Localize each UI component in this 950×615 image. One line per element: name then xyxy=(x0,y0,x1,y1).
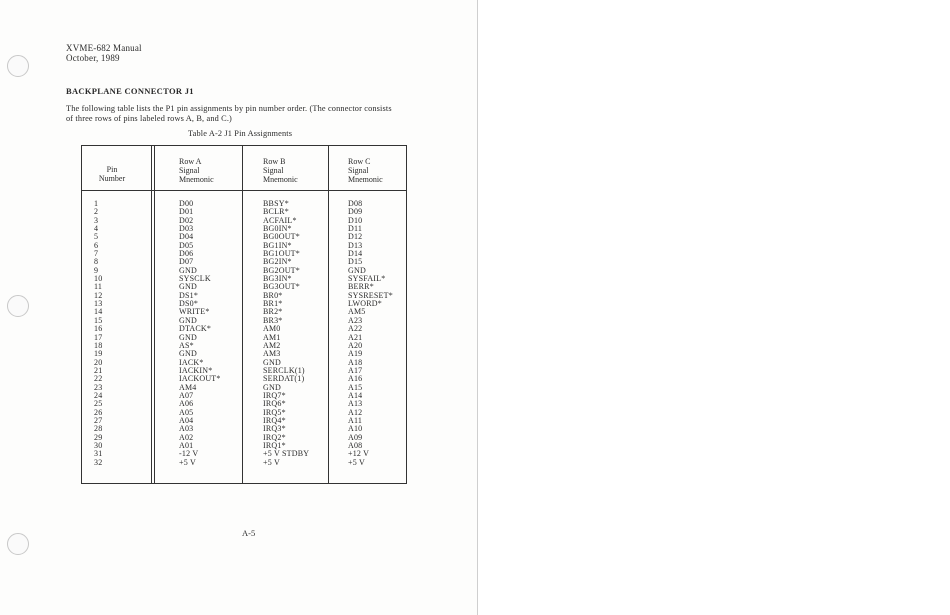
page-number: A-5 xyxy=(242,528,256,538)
row-c-signal-cell: GND xyxy=(348,265,366,275)
row-a-signal-cell: -12 V xyxy=(179,449,199,459)
pin-number-cell: 24 xyxy=(94,390,103,400)
row-b-signal-cell: BG0IN* xyxy=(263,224,292,234)
row-b-signal-cell: AM3 xyxy=(263,349,281,359)
header-pin xyxy=(92,165,132,183)
header-text: Number xyxy=(98,174,126,183)
pin-number-cell: 20 xyxy=(94,357,103,367)
pin-number-cell: 28 xyxy=(94,424,103,434)
header-text: Signal xyxy=(348,166,369,175)
row-a-signal-cell: D06 xyxy=(179,249,194,259)
pin-number-cell: 3 xyxy=(94,215,99,225)
pin-number-cell: 32 xyxy=(94,457,103,467)
row-b-signal-cell: +5 V STDBY xyxy=(263,449,310,459)
pin-assignment-table xyxy=(81,145,407,484)
pin-number-cell: 12 xyxy=(94,290,103,300)
row-a-signal-cell: D00 xyxy=(179,199,194,208)
row-b-signal-cell: IRQ6* xyxy=(263,399,286,409)
pin-number-cell: 21 xyxy=(94,365,103,375)
row-b-signal-cell: IRQ5* xyxy=(263,407,286,417)
row-c-signal-cell: BERR* xyxy=(348,282,374,292)
row-b-signal-cell: BCLR* xyxy=(263,207,289,217)
row-b-signal-cell: BG1IN* xyxy=(263,240,292,250)
row-c-signal-cell: SYSRESET* xyxy=(348,290,393,300)
pin-number-cell: 19 xyxy=(94,349,103,359)
row-c-signal-cell: +12 V xyxy=(348,449,370,459)
row-c-signal-cell: D10 xyxy=(348,215,363,225)
pin-number-cell: 18 xyxy=(94,340,103,350)
row-a-signal-cell: IACKOUT* xyxy=(179,374,221,384)
row-a-signal-cell: A04 xyxy=(179,415,194,425)
row-c-signal-cell: A19 xyxy=(348,349,363,359)
row-a-signal-cell: A02 xyxy=(179,432,194,442)
row-b-signal-cell: BG0OUT* xyxy=(263,232,300,242)
row-c-signal-cell: D13 xyxy=(348,240,363,250)
row-a-signal-cell: GND xyxy=(179,349,197,359)
row-a-signal-cell: AM4 xyxy=(179,382,197,392)
document-date: October, 1989 xyxy=(66,53,120,63)
row-c-signal-cell: A20 xyxy=(348,340,363,350)
row-c-signal-cell: A11 xyxy=(348,415,363,425)
row-b-signal-cell: +5 V xyxy=(263,457,280,467)
row-a-signal-cell: D04 xyxy=(179,232,194,242)
header-text: Pin xyxy=(106,165,118,174)
row-a-signal-cell: A05 xyxy=(179,407,194,417)
row-b-signal-cell: BG2IN* xyxy=(263,257,292,267)
row-a-signal-cell: WRITE* xyxy=(179,307,210,317)
row-a-signal-cell: D07 xyxy=(179,257,194,267)
pin-number-cell: 6 xyxy=(94,240,99,250)
row-b-signal-cell: BG1OUT* xyxy=(263,249,300,259)
row-c-signal-cell: A18 xyxy=(348,357,363,367)
pin-number-cell: 17 xyxy=(94,332,103,342)
row-b-signal-cell: BG3IN* xyxy=(263,274,292,284)
pin-number-column xyxy=(94,200,102,467)
row-c-signal-cell: A13 xyxy=(348,399,363,409)
row-c-signal-cell: D08 xyxy=(348,199,363,208)
header-text: Signal xyxy=(263,166,284,175)
header-text: Row C xyxy=(348,157,371,166)
row-a-signal-cell: GND xyxy=(179,282,197,292)
column-divider xyxy=(328,146,329,483)
pin-number-cell: 14 xyxy=(94,307,103,317)
pin-number-cell: 15 xyxy=(94,315,103,325)
row-c-signal-cell: AM5 xyxy=(348,307,366,317)
row-c-signal-cell: A23 xyxy=(348,315,363,325)
pin-number-cell: 31 xyxy=(94,449,103,459)
row-a-signal-cell: +5 V xyxy=(179,457,196,467)
binder-hole-top xyxy=(7,55,29,77)
pin-number-cell: 8 xyxy=(94,257,99,267)
row-c-signal-cell: +5 V xyxy=(348,457,365,467)
row-a-signal-cell: D03 xyxy=(179,224,194,234)
pin-number-cell: 7 xyxy=(94,249,99,259)
table-caption: Table A-2 J1 Pin Assignments xyxy=(188,129,293,138)
row-b-signal-cell: ACFAIL* xyxy=(263,215,297,225)
header-text: Row A xyxy=(179,157,202,166)
row-b-signal-cell: SERCLK(1) xyxy=(263,365,305,375)
row-a-signal-cell: GND xyxy=(179,265,197,275)
pin-number-cell: 22 xyxy=(94,374,103,384)
row-b-signal-cell: GND xyxy=(263,357,281,367)
row-b-signal-cell: AM0 xyxy=(263,324,281,334)
row-a-signal-cell: D01 xyxy=(179,207,194,217)
row-c-signal-cell: D09 xyxy=(348,207,363,217)
row-c-signal-cell: SYSFAIL* xyxy=(348,274,386,284)
row-b-signal-cell: BR1* xyxy=(263,299,283,309)
header-row-b xyxy=(263,157,298,184)
column-divider xyxy=(154,146,155,483)
intro-paragraph xyxy=(66,104,441,123)
header-text: Mnemonic xyxy=(263,175,298,184)
row-a-signal-cell: A01 xyxy=(179,440,194,450)
row-c-column xyxy=(348,200,393,467)
row-a-signal-cell: DS0* xyxy=(179,299,199,309)
row-b-signal-cell: BR3* xyxy=(263,315,283,325)
row-b-signal-cell: GND xyxy=(263,382,281,392)
pin-number-cell: 27 xyxy=(94,415,103,425)
row-c-signal-cell: A21 xyxy=(348,332,363,342)
row-b-signal-cell: AM2 xyxy=(263,340,281,350)
header-row-c xyxy=(348,157,383,184)
pin-number-cell: 13 xyxy=(94,299,103,309)
header-text: Signal xyxy=(179,166,200,175)
row-c-signal-cell: A10 xyxy=(348,424,363,434)
row-a-signal-cell: AS* xyxy=(179,340,194,350)
manual-title: XVME-682 Manual xyxy=(66,43,142,53)
header-divider xyxy=(82,190,406,191)
row-a-signal-cell: GND xyxy=(179,315,197,325)
row-b-column xyxy=(263,200,309,467)
row-a-signal-cell: DTACK* xyxy=(179,324,212,334)
row-c-signal-cell: A17 xyxy=(348,365,363,375)
pin-number-cell: 4 xyxy=(94,224,99,234)
intro-line: of three rows of pins labeled rows A, B, and C.) xyxy=(66,113,232,123)
row-b-signal-cell: BG3OUT* xyxy=(263,282,300,292)
pin-number-cell: 23 xyxy=(94,382,103,392)
row-c-signal-cell: LWORD* xyxy=(348,299,382,309)
header-row-a xyxy=(179,157,214,184)
pin-number-cell: 10 xyxy=(94,274,103,284)
row-c-signal-cell: A09 xyxy=(348,432,363,442)
pin-number-cell: 26 xyxy=(94,407,103,417)
row-c-signal-cell: D12 xyxy=(348,232,363,242)
row-c-signal-cell: A16 xyxy=(348,374,363,384)
column-divider xyxy=(151,146,152,483)
pin-number-cell: 11 xyxy=(94,282,103,292)
row-b-signal-cell: IRQ3* xyxy=(263,424,286,434)
binder-hole-bottom xyxy=(7,533,29,555)
row-a-signal-cell: IACK* xyxy=(179,357,204,367)
row-a-signal-cell: A07 xyxy=(179,390,194,400)
column-divider xyxy=(242,146,243,483)
pin-number-cell: 2 xyxy=(94,207,99,217)
row-a-signal-cell: A06 xyxy=(179,399,194,409)
row-c-signal-cell: D14 xyxy=(348,249,363,259)
row-a-signal-cell: GND xyxy=(179,332,197,342)
row-b-signal-cell: BR0* xyxy=(263,290,283,300)
row-b-signal-cell: IRQ2* xyxy=(263,432,286,442)
row-c-signal-cell: D15 xyxy=(348,257,363,267)
row-c-signal-cell: D11 xyxy=(348,224,363,234)
row-b-signal-cell: BBSY* xyxy=(263,199,289,208)
header-text: Mnemonic xyxy=(348,175,383,184)
binder-hole-middle xyxy=(7,295,29,317)
row-c-signal-cell: A08 xyxy=(348,440,363,450)
row-b-signal-cell: IRQ1* xyxy=(263,440,286,450)
section-title: BACKPLANE CONNECTOR J1 xyxy=(66,86,194,96)
row-b-signal-cell: AM1 xyxy=(263,332,281,342)
row-c-signal-cell: A15 xyxy=(348,382,363,392)
intro-line: The following table lists the P1 pin assignments by pin number order. (The connector consists xyxy=(66,104,392,113)
header-text: Row B xyxy=(263,157,286,166)
header-text: Mnemonic xyxy=(179,175,214,184)
row-a-signal-cell: A03 xyxy=(179,424,194,434)
row-a-signal-cell: SYSCLK xyxy=(179,274,211,284)
row-a-column xyxy=(179,200,221,467)
pin-number-cell: 9 xyxy=(94,265,99,275)
pin-number-cell: 25 xyxy=(94,399,103,409)
row-b-signal-cell: BR2* xyxy=(263,307,283,317)
row-c-signal-cell: A14 xyxy=(348,390,363,400)
row-b-signal-cell: IRQ4* xyxy=(263,415,286,425)
pin-number-cell: 16 xyxy=(94,324,103,334)
row-a-signal-cell: DS1* xyxy=(179,290,199,300)
row-b-signal-cell: IRQ7* xyxy=(263,390,286,400)
row-a-signal-cell: IACKIN* xyxy=(179,365,213,375)
blank-facing-page xyxy=(478,0,950,615)
pin-number-cell: 30 xyxy=(94,440,103,450)
row-a-signal-cell: D05 xyxy=(179,240,194,250)
pin-number-cell: 29 xyxy=(94,432,103,442)
pin-number-cell: 5 xyxy=(94,232,99,242)
pin-number-cell: 1 xyxy=(94,199,99,208)
row-c-signal-cell: A12 xyxy=(348,407,363,417)
row-b-signal-cell: SERDAT(1) xyxy=(263,374,305,384)
row-a-signal-cell: D02 xyxy=(179,215,194,225)
row-c-signal-cell: A22 xyxy=(348,324,363,334)
row-b-signal-cell: BG2OUT* xyxy=(263,265,300,275)
